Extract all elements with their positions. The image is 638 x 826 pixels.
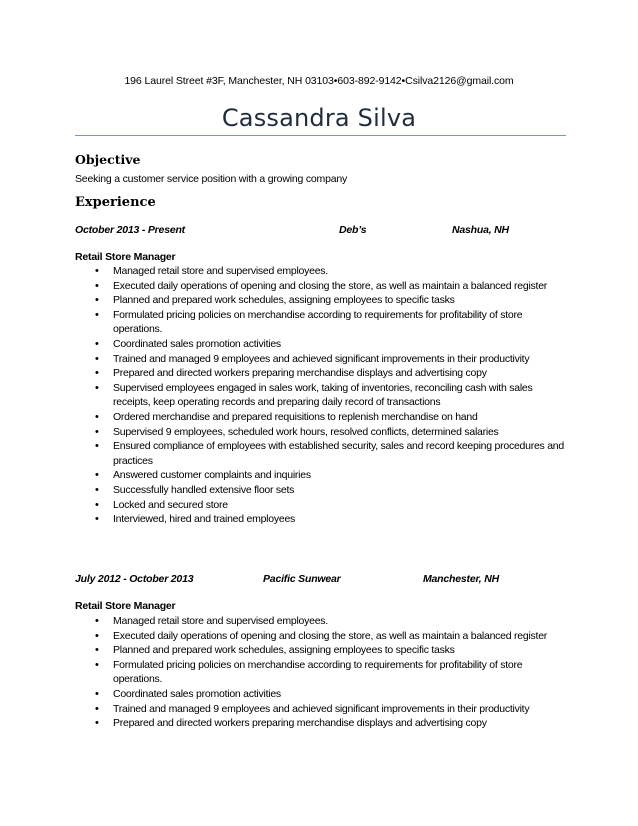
candidate-name: Cassandra Silva bbox=[221, 104, 417, 132]
job-1-line bbox=[75, 224, 575, 238]
list-item: • Supervised employees engaged in sales work, taking of inventories, reconciling cash with sales receipts, keep operating records and preparing daily record of transactions bbox=[96, 381, 566, 410]
list-item: • Ensured compliance of employees with established security, sales and record keeping procedures and practices bbox=[96, 439, 566, 468]
list-item: • Planned and prepared work schedules, assigning employees to specific tasks bbox=[96, 293, 566, 308]
list-item: • Planned and prepared work schedules, assigning employees to specific tasks bbox=[96, 643, 566, 658]
objective-text: Seeking a customer service position with a growing company bbox=[75, 173, 348, 185]
list-item: • Trained and managed 9 employees and achieved significant improvements in their productivity bbox=[96, 702, 566, 717]
list-item: • Executed daily operations of opening and closing the store, as well as maintain a balanced register bbox=[96, 279, 566, 294]
list-item: • Supervised 9 employees, scheduled work hours, resolved conflicts, determined salaries bbox=[96, 425, 566, 440]
job-1-title: Retail Store Manager bbox=[75, 251, 176, 263]
job-1-company: Deb’s bbox=[339, 224, 367, 236]
list-item: • Coordinated sales promotion activities bbox=[96, 337, 566, 352]
list-item: • Interviewed, hired and trained employees bbox=[96, 512, 566, 527]
list-item: • Prepared and directed workers preparing merchandise displays and advertising copy bbox=[96, 366, 566, 381]
job-1-bullets bbox=[96, 264, 566, 527]
list-item: • Answered customer complaints and inquiries bbox=[96, 468, 566, 483]
job-2-company: Pacific Sunwear bbox=[263, 573, 341, 585]
job-1-dates: October 2013 - Present bbox=[75, 224, 185, 236]
experience-heading: Experience bbox=[75, 195, 156, 210]
header-divider bbox=[75, 135, 566, 136]
list-item: • Prepared and directed workers preparing merchandise displays and advertising copy bbox=[96, 716, 566, 731]
list-item: • Managed retail store and supervised employees. bbox=[96, 614, 566, 629]
list-item: • Ordered merchandise and prepared requisitions to replenish merchandise on hand bbox=[96, 410, 566, 425]
list-item: • Executed daily operations of opening and closing the store, as well as maintain a balanced register bbox=[96, 629, 566, 644]
list-item: • Locked and secured store bbox=[96, 498, 566, 513]
job-2-location: Manchester, NH bbox=[423, 573, 499, 585]
list-item: • Trained and managed 9 employees and achieved significant improvements in their productivity bbox=[96, 352, 566, 367]
job-2-dates: July 2012 - October 2013 bbox=[75, 573, 194, 585]
list-item: • Successfully handled extensive floor sets bbox=[96, 483, 566, 498]
list-item: • Formulated pricing policies on merchandise according to requirements for profitability of store operations. bbox=[96, 658, 566, 687]
contact-line: 196 Laurel Street #3F, Manchester, NH 03103•603-892-9142•Csilva2126@gmail.com bbox=[124, 75, 514, 87]
list-item: • Managed retail store and supervised employees. bbox=[96, 264, 566, 279]
list-item: • Coordinated sales promotion activities bbox=[96, 687, 566, 702]
job-2-line bbox=[75, 573, 575, 587]
job-2-title: Retail Store Manager bbox=[75, 600, 176, 612]
job-1-location: Nashua, NH bbox=[452, 224, 509, 236]
objective-heading: Objective bbox=[75, 152, 141, 167]
list-item: • Formulated pricing policies on merchandise according to requirements for profitability of store operations. bbox=[96, 308, 566, 337]
job-2-bullets bbox=[96, 614, 566, 731]
